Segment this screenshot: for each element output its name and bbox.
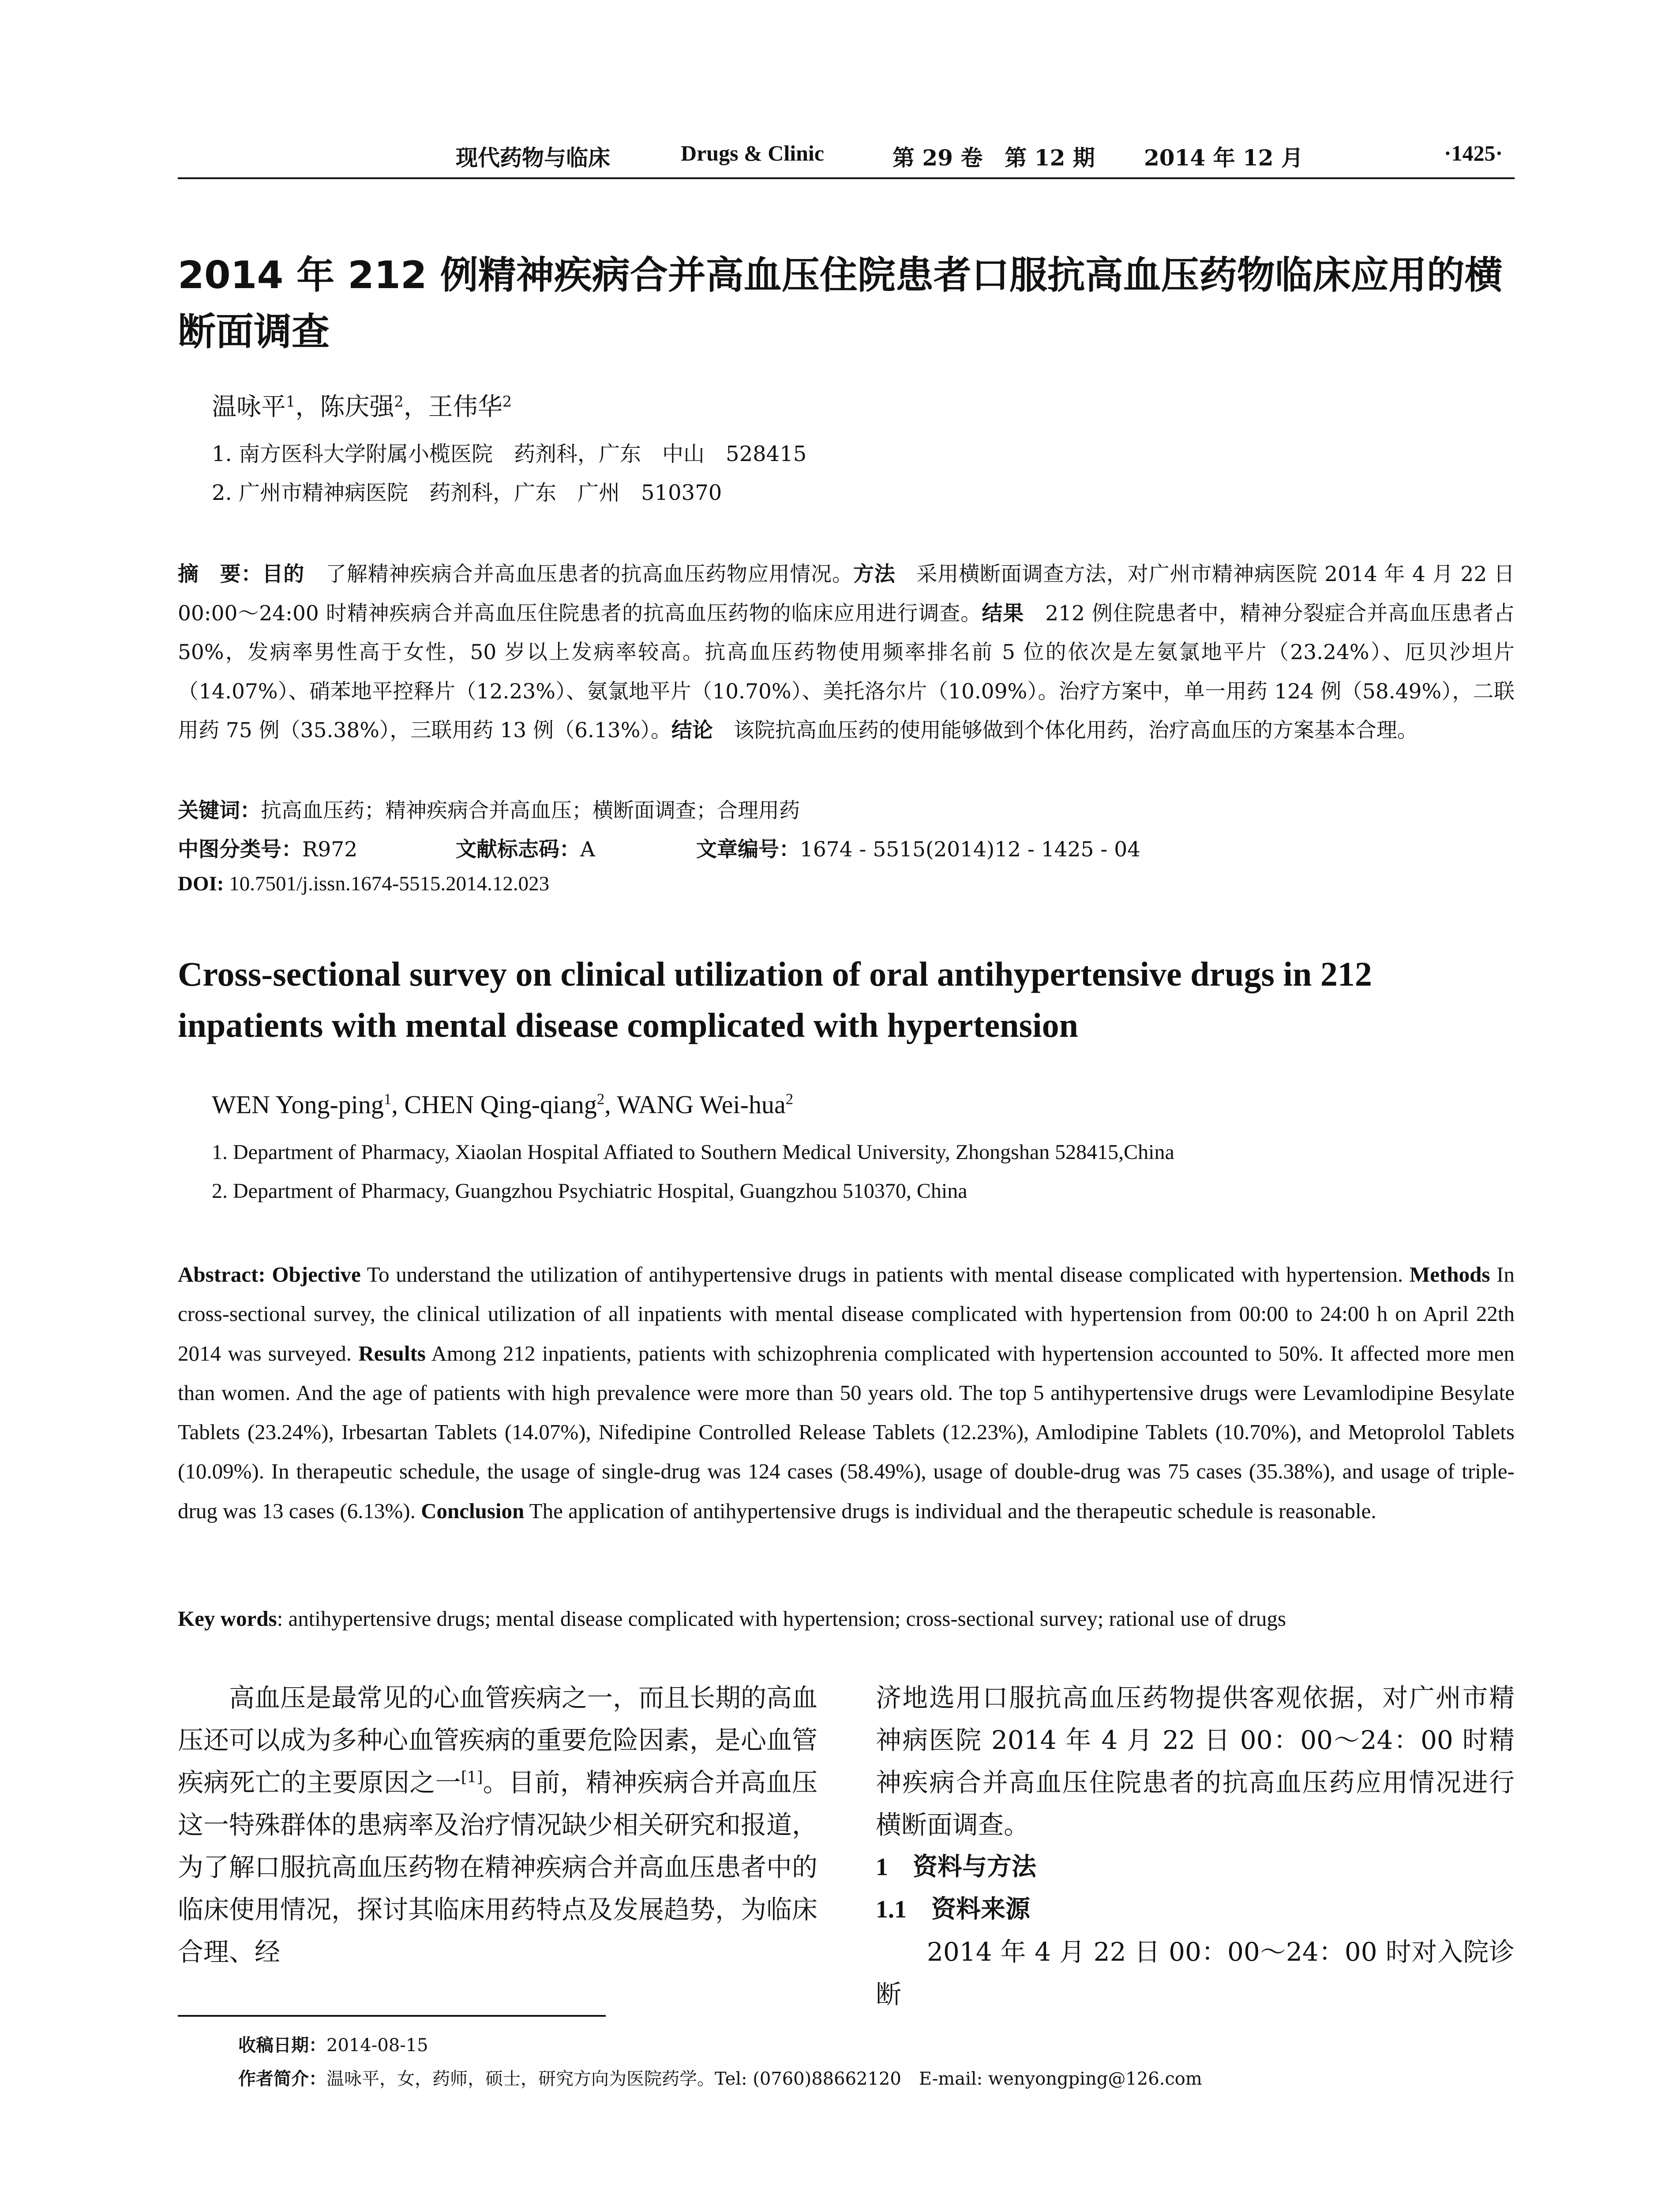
affiliation-en-1: 1. Department of Pharmacy, Xiaolan Hospital Affiated to Southern Medical University, Zhongshan 528415,China (212, 1141, 1174, 1164)
author-sep: ， (403, 393, 428, 421)
volume-issue: 第 29 卷 第 12 期 (892, 145, 1095, 171)
conclusion-text-en: The application of antihypertensive drugs is individual and the therapeutic schedule is reasonable. (524, 1498, 1376, 1523)
doi-line (178, 872, 549, 896)
keywords-en-label: Key words (178, 1606, 277, 1631)
doc-code-value: A (580, 837, 595, 862)
received-label: 收稿日期： (238, 2035, 326, 2056)
paragraph-intro-cont: 济地选用口服抗高血压药物提供客观依据，对广州市精神病医院 2014 年 4 月 22 日 00：00～24：00 时精神疾病合并高血压住院患者的抗高血压药应用情况进行横断面调查。 (876, 1683, 1515, 1840)
objective-text-cn: 了解精神疾病合并高血压患者的抗高血压药物应用情况。 (304, 562, 853, 586)
journal-name-en: Drugs & Clinic (681, 141, 824, 165)
methods-label-cn: 方法 (853, 562, 896, 586)
clc-value: R972 (302, 837, 358, 862)
abstract-cn-label: 摘 要： (178, 562, 262, 586)
subsection-title: 资料来源 (907, 1895, 1030, 1924)
page-number: ·1425· (1444, 141, 1503, 165)
section-heading-1 (876, 1846, 1515, 1888)
body-column-right (876, 1677, 1515, 2015)
author-2-en: , CHEN Qing-qiang (391, 1090, 597, 1119)
keywords-cn-label: 关键词： (178, 799, 261, 823)
results-label-en: Results (358, 1341, 426, 1366)
conclusion-label-en: Conclusion (421, 1498, 525, 1523)
header-rule (178, 177, 1515, 179)
section-heading-1-1 (876, 1888, 1515, 1931)
doc-code-label: 文献标志码： (456, 837, 580, 862)
affiliation-cn-2: 2. 广州市精神病医院 药剂科，广东 广州 510370 (212, 480, 722, 505)
abstract-cn (178, 555, 1515, 750)
author-2-cn: 陈庆强 (320, 393, 394, 421)
author-sep: ， (295, 393, 320, 421)
abstract-en-label: Abstract: Objective (178, 1262, 361, 1287)
keywords-cn-text: 抗高血压药；精神疾病合并高血压；横断面调查；合理用药 (261, 799, 800, 823)
conclusion-label-cn: 结论 (671, 718, 713, 743)
objective-text-en: To understand the utilization of antihypertensive drugs in patients with mental disease complicated with hypertension. (360, 1262, 1410, 1287)
objective-label-cn: 目的 (262, 562, 305, 586)
author-1-en: WEN Yong-ping (212, 1090, 384, 1119)
results-label-cn: 结果 (982, 601, 1024, 626)
body-column-left (178, 1677, 818, 1973)
section-number: 1 (876, 1853, 888, 1881)
title-en: Cross-sectional survey on clinical utilization of oral antihypertensive drugs in 212 inpatients with mental disease complicated with hypertension (178, 955, 1372, 1044)
author-bio: 温咏平，女，药师，硕士，研究方向为医院药学。Tel: (0760)88662120 E-mail: wenyongping@126.com (326, 2069, 1202, 2089)
title-cn: 2014 年 212 例精神疾病合并高血压住院患者口服抗高血压药物临床应用的横断面调查 (178, 253, 1503, 354)
article-number-value: 1674 - 5515(2014)12 - 1425 - 04 (800, 837, 1141, 862)
results-text-cn: 212 例住院患者中，精神分裂症合并高血压患者占 50%，发病率男性高于女性，50 岁以上发病率较高。抗高血压药物使用频率排名前 5 位的依次是左氨氯地平片（23.24%）、厄贝沙坦片（14.07%）、硝苯地平控释片（12.23%）、氨氯地平片（10.70%）、美托洛尔片（10.09%）。治疗方案中，单一用药 124 例（58.49%），二联用药 75 例（35.38%），三联用药 13 例（6.13%）。 (178, 601, 1515, 743)
footnote-author (238, 2065, 1202, 2090)
subsection-number: 1.1 (876, 1896, 907, 1923)
author-3-cn: 王伟华 (428, 393, 502, 421)
affiliation-en-2: 2. Department of Pharmacy, Guangzhou Psychiatric Hospital, Guangzhou 510370, China (212, 1179, 968, 1203)
paragraph-intro (178, 1677, 818, 1973)
classification-line (178, 833, 1515, 863)
journal-name-cn: 现代药物与临床 (456, 145, 610, 171)
author-3-en-aff: 2 (785, 1090, 794, 1108)
author-3-cn-aff: 2 (502, 393, 512, 410)
author-2-en-aff: 2 (596, 1090, 605, 1108)
author-1-cn: 温咏平 (212, 393, 286, 421)
affiliation-cn-1: 1. 南方医科大学附属小榄医院 药剂科，广东 中山 528415 (212, 442, 807, 466)
footnote-rule (178, 2015, 606, 2017)
footnote-received (238, 2031, 428, 2056)
intro-text-cont: 。目前，精神疾病合并高血压这一特殊群体的患病率及治疗情况缺少相关研究和报道，为了解口服抗高血压药物在精神疾病合并高血压患者中的临床使用情况，探讨其临床用药特点及发展趋势，为临床合理、经 (178, 1767, 818, 1967)
citation-ref[interactable]: [1] (461, 1768, 483, 1786)
clc-label: 中图分类号： (178, 837, 302, 862)
running-header (178, 140, 1515, 176)
author-3-en: , WANG Wei-hua (604, 1090, 786, 1119)
issue-date: 2014 年 12 月 (1144, 145, 1303, 171)
doi-label: DOI: (178, 872, 224, 895)
abstract-en (178, 1255, 1515, 1531)
methods-text-en: In cross-sectional survey, the clinical utilization of all inpatients with mental disease complicated with hypertension from 00:00 to 24:00 h on April 22th 2014 was surveyed. (178, 1262, 1515, 1366)
section-title: 资料与方法 (888, 1853, 1036, 1881)
authors-en (212, 1090, 793, 1119)
keywords-cn (178, 794, 800, 824)
authors-cn (212, 387, 512, 423)
author-bio-label: 作者简介： (238, 2069, 326, 2089)
methods-text-cn: 采用横断面调查方法，对广州市精神病医院 2014 年 4 月 22 日 00:00～24:00 时精神疾病合并高血压住院患者的抗高血压药物的临床应用进行调查。 (178, 562, 1515, 626)
conclusion-text-cn: 该院抗高血压药的使用能够做到个体化用药，治疗高血压的方案基本合理。 (712, 718, 1418, 743)
intro-text: 高血压是最常见的心血管疾病之一，而且长期的高血压还可以成为多种心血管疾病的重要危险因素，是心血管疾病死亡的主要原因之一 (178, 1683, 818, 1797)
keywords-en (178, 1606, 1515, 1631)
keywords-en-text: : antihypertensive drugs; mental disease complicated with hypertension; cross-sectional survey; rational use of drugs (277, 1606, 1286, 1631)
author-1-cn-aff: 1 (286, 393, 296, 410)
author-1-en-aff: 1 (383, 1090, 392, 1108)
results-text-en: Among 212 inpatients, patients with schizophrenia complicated with hypertension accounted to 50%. It affected more men than women. And the age of patients with high prevalence were more than 50 years old. The top 5 antihypertensive drugs were Levamlodipine Besylate Tablets (23.24%), Irbesartan Tablets (14.07%), Nifedipine Controlled Release Tablets (12.23%), Amlodipine Tablets (10.70%), and Metoprolol Tablets (10.09%). In therapeutic schedule, the usage of single-drug was 124 cases (58.49%), usage of double-drug was 75 cases (35.38%), and usage of triple-drug was 13 cases (6.13%). (178, 1341, 1515, 1523)
methods-label-en: Methods (1410, 1262, 1490, 1287)
author-2-cn-aff: 2 (394, 393, 404, 410)
paragraph-data-source: 2014 年 4 月 22 日 00：00～24：00 时对入院诊断 (876, 1937, 1515, 2009)
received-date: 2014-08-15 (326, 2035, 428, 2056)
doi-value: 10.7501/j.issn.1674-5515.2014.12.023 (224, 872, 550, 895)
article-number-label: 文章编号： (696, 837, 800, 862)
